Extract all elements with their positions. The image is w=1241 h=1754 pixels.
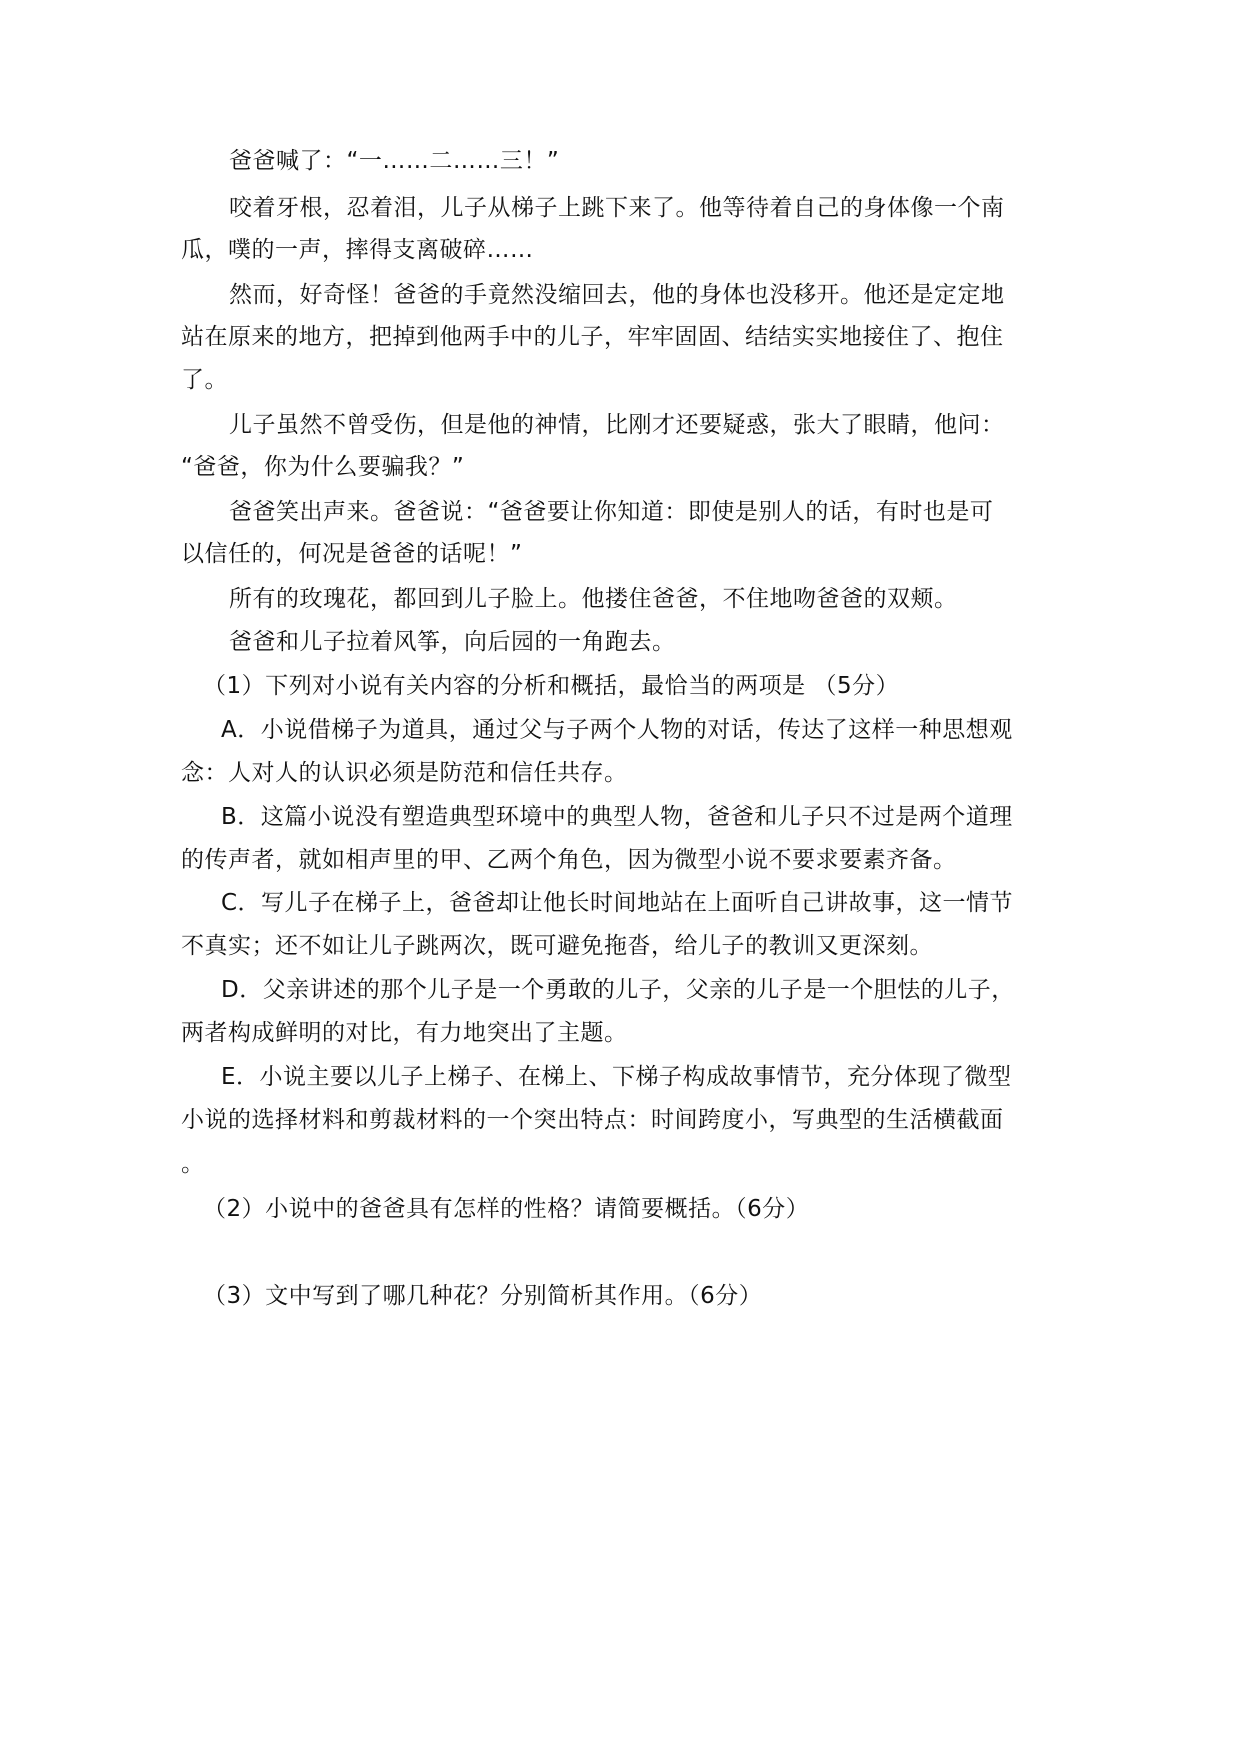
passage-line: 儿子虽然不曾受伤，但是他的神情，比刚才还要疑惑，张大了眼睛，他问： xyxy=(229,412,1005,438)
option-d: 两者构成鲜明的对比，有力地突出了主题。 xyxy=(181,1020,628,1046)
question-3: （3）文中写到了哪几种花？分别简析其作用。（6分） xyxy=(203,1283,763,1309)
passage-line: 爸爸笑出声来。爸爸说：“爸爸要让你知道：即使是别人的话，有时也是可 xyxy=(229,499,994,525)
passage-line: 了。 xyxy=(181,367,228,393)
passage-line: “爸爸，你为什么要骗我？” xyxy=(181,454,465,480)
option-a: A．小说借梯子为道具，通过父与子两个人物的对话，传达了这样一种思想观 xyxy=(221,717,1013,743)
question-1: （1）下列对小说有关内容的分析和概括，最恰当的两项是 （5分） xyxy=(203,673,900,699)
option-e: 小说的选择材料和剪裁材料的一个突出特点：时间跨度小，写典型的生活横截面 xyxy=(181,1107,1004,1133)
passage-line: 站在原来的地方，把掉到他两手中的儿子，牢牢固固、结结实实地接住了、抱住 xyxy=(181,324,1004,350)
passage-line: 瓜，噗的一声，摔得支离破碎…… xyxy=(181,237,534,263)
passage-line: 爸爸喊了：“一……二……三！” xyxy=(229,148,560,174)
question-2: （2）小说中的爸爸具有怎样的性格？请简要概括。（6分） xyxy=(203,1196,810,1222)
option-e: E．小说主要以儿子上梯子、在梯上、下梯子构成故事情节，充分体现了微型 xyxy=(221,1064,1012,1090)
option-c: C．写儿子在梯子上，爸爸却让他长时间地站在上面听自己讲故事，这一情节 xyxy=(221,890,1014,916)
passage-line: 以信任的，何况是爸爸的话呢！” xyxy=(181,541,523,567)
passage-line: 然而，好奇怪！爸爸的手竟然没缩回去，他的身体也没移开。他还是定定地 xyxy=(229,282,1005,308)
option-a: 念：人对人的认识必须是防范和信任共存。 xyxy=(181,760,628,786)
option-b: 的传声者，就如相声里的甲、乙两个角色，因为微型小说不要求要素齐备。 xyxy=(181,847,957,873)
passage-line: 爸爸和儿子拉着风筝，向后园的一角跑去。 xyxy=(229,629,676,655)
option-c: 不真实；还不如让儿子跳两次，既可避免拖沓，给儿子的教训又更深刻。 xyxy=(181,933,933,959)
option-e: 。 xyxy=(181,1151,205,1177)
passage-line: 所有的玫瑰花，都回到儿子脸上。他搂住爸爸，不住地吻爸爸的双颊。 xyxy=(229,586,958,612)
option-d: D．父亲讲述的那个儿子是一个勇敢的儿子，父亲的儿子是一个胆怯的儿子， xyxy=(221,977,1015,1003)
passage-line: 咬着牙根，忍着泪，儿子从梯子上跳下来了。他等待着自己的身体像一个南 xyxy=(229,195,1005,221)
option-b: B．这篇小说没有塑造典型环境中的典型人物，爸爸和儿子只不过是两个道理 xyxy=(221,804,1013,830)
